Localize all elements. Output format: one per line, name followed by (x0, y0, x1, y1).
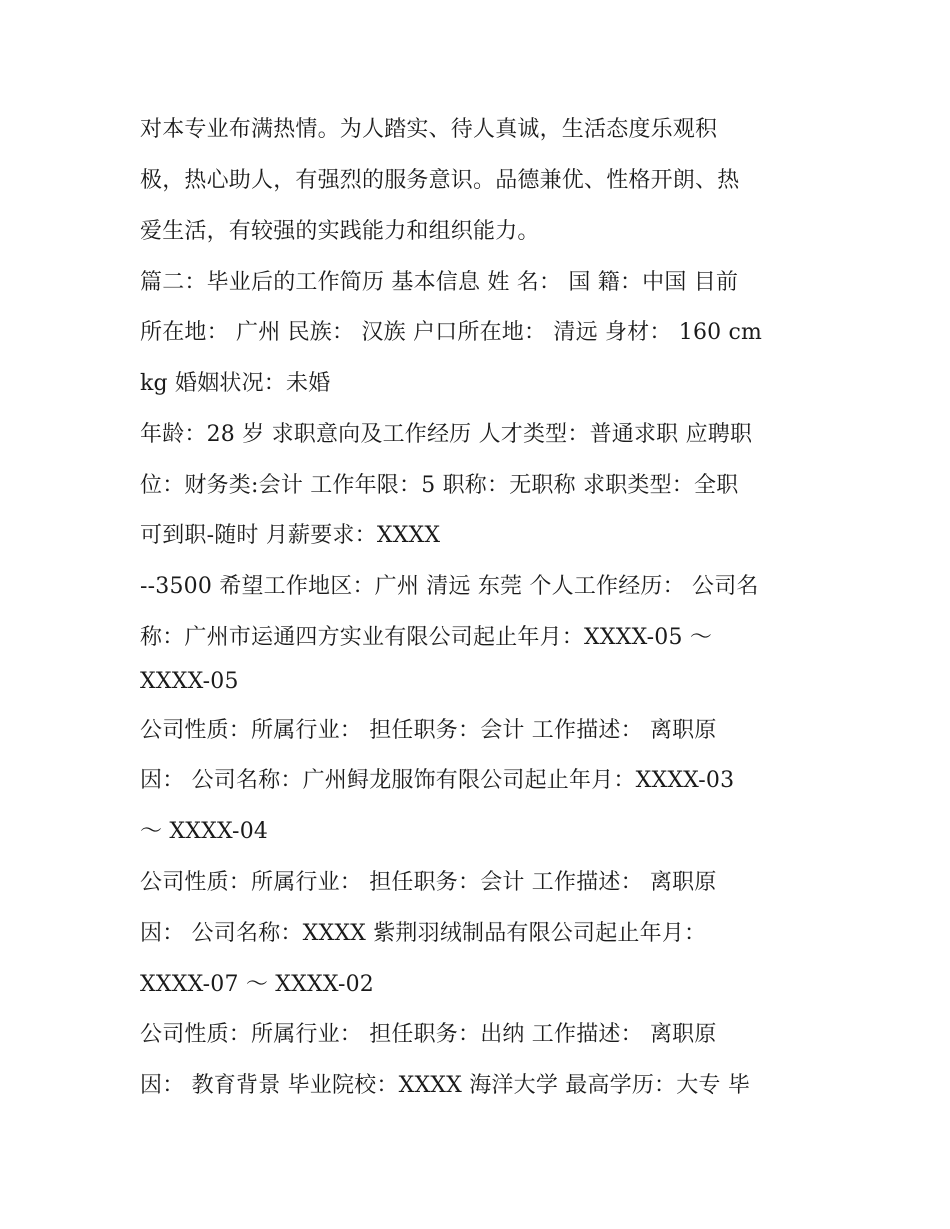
text-line: 公司性质：所属行业： 担任职务：会计 工作描述： 离职原 (140, 870, 717, 895)
text-line: XXXX-05 (140, 669, 239, 694)
text-line: 公司性质：所属行业： 担任职务：会计 工作描述： 离职原 (140, 718, 717, 743)
text-line: --3500 希望工作地区：广州 清远 东莞 个人工作经历： 公司名 (140, 574, 759, 599)
text-line: 爱生活，有较强的实践能力和组织能力。 (140, 219, 540, 244)
text-line: 称：广州市运通四方实业有限公司起止年月：XXXX-05 ～ (140, 625, 713, 650)
text-line: 位：财务类:会计 工作年限：5 职称：无职称 求职类型：全职 (140, 473, 739, 498)
text-line: XXXX-07 ～ XXXX-02 (140, 972, 374, 997)
text-line: 所在地： 广州 民族： 汉族 户口所在地： 清远 身材： 160 cm (140, 320, 763, 345)
text-line: 因： 公司名称：广州鲟龙服饰有限公司起止年月：XXXX-03 (140, 768, 735, 793)
text-line: kg 婚姻状况：未婚 (140, 371, 331, 396)
text-line: 公司性质：所属行业： 担任职务：出纳 工作描述： 离职原 (140, 1022, 717, 1047)
text-line: 极，热心助人，有强烈的服务意识。品德兼优、性格开朗、热 (140, 168, 740, 193)
text-line: 年龄：28 岁 求职意向及工作经历 人才类型：普通求职 应聘职 (140, 422, 753, 447)
text-line: 可到职-随时 月薪要求：XXXX (140, 523, 441, 548)
text-line: ～ XXXX-04 (140, 819, 269, 844)
text-line: 篇二：毕业后的工作简历 基本信息 姓 名： 国 籍：中国 目前 (140, 270, 739, 295)
text-line: 对本专业布满热情。为人踏实、待人真诚，生活态度乐观积 (140, 117, 718, 142)
text-line: 因： 教育背景 毕业院校：XXXX 海洋大学 最高学历：大专 毕 (140, 1073, 751, 1098)
text-line: 因： 公司名称：XXXX 紫荆羽绒制品有限公司起止年月： (140, 921, 707, 946)
